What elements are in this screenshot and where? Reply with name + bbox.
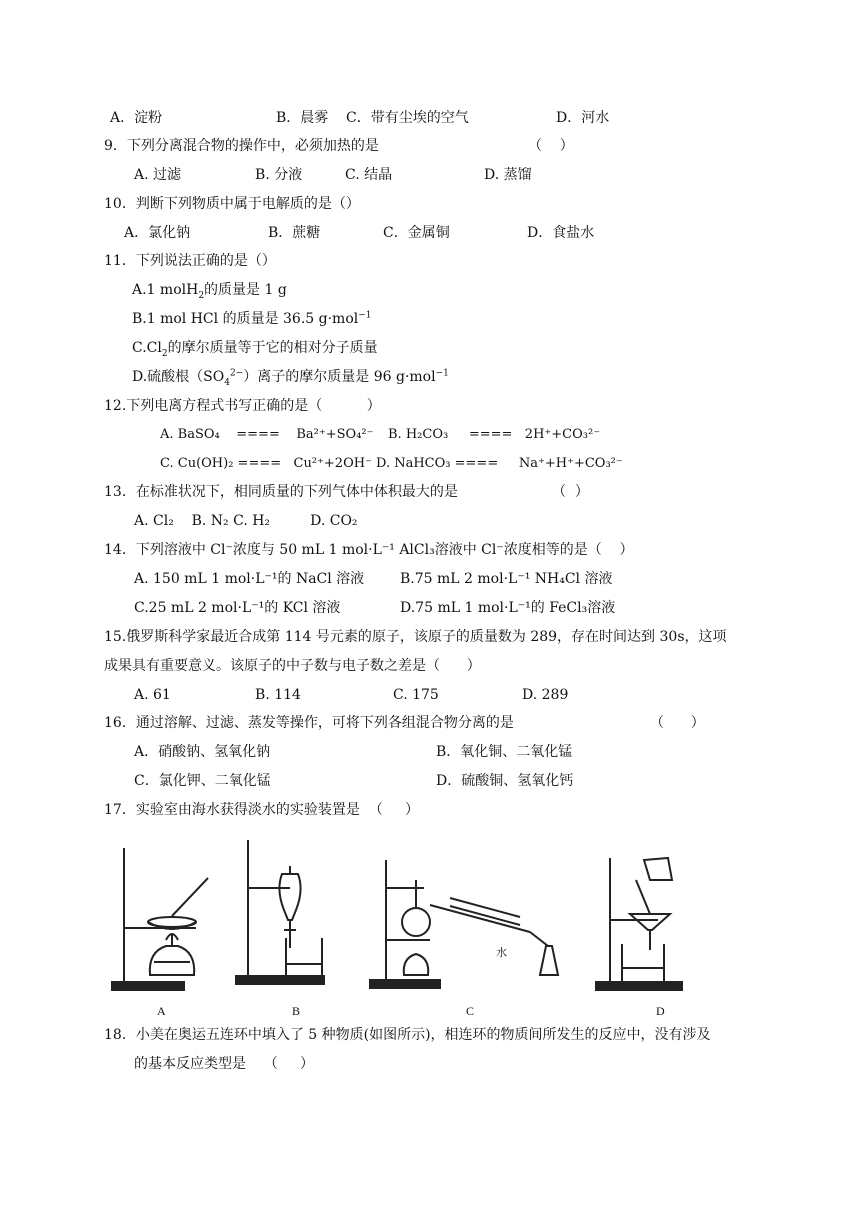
q14-option-c: C.25 mL 2 mol·L⁻¹的 KCl 溶液	[134, 600, 341, 616]
apparatus-c-distillation	[370, 860, 558, 988]
q16-option-d: D．硫酸铜、氢氧化钙	[436, 773, 574, 789]
apparatus-label-b: B	[292, 1004, 301, 1018]
apparatus-label-d: D	[656, 1004, 665, 1018]
q13-answer-paren: （ ）	[552, 484, 589, 500]
q15-option-a: A. 61	[134, 687, 171, 703]
q8-option-c: C．带有尘埃的空气	[346, 110, 469, 126]
q8-option-a: A．淀粉	[110, 110, 163, 126]
q11-option-b: B.1 mol HCl 的质量是 36.5 g·mol$^{-1}$	[132, 310, 372, 327]
q14-stem: 14．下列溶液中 Cl⁻浓度与 50 mL 1 mol·L⁻¹ AlCl₃溶液中 Cl⁻浓度相等的是（ ）	[104, 542, 634, 558]
q9-answer-paren: （ ）	[528, 138, 574, 154]
apparatus-b-separatory-funnel	[236, 840, 324, 984]
apparatus-label-a: A	[157, 1004, 166, 1018]
q10-option-a: A．氯化钠	[124, 225, 191, 241]
q12-stem: 12.下列电离方程式书写正确的是（ ）	[104, 398, 381, 414]
q11-option-a: A.1 molH$_2$的质量是 1 g	[132, 282, 287, 301]
q16-stem: 16．通过溶解、过滤、蒸发等操作，可将下列各组混合物分离的是	[104, 715, 514, 731]
apparatus-a-evaporation	[112, 848, 208, 990]
q11-option-c: $C.Cl_2$的摩尔质量等于它的相对分子质量	[132, 340, 378, 359]
q16-option-c: C．氯化钾、二氧化锰	[134, 773, 271, 789]
q14-option-b: B.75 mL 2 mol·L⁻¹ NH₄Cl 溶液	[400, 571, 613, 587]
q15-option-c: C. 175	[393, 687, 439, 703]
q9-option-c: C. 结晶	[345, 167, 393, 183]
apparatus-label-c: C	[466, 1004, 475, 1018]
q9-option-b: B. 分液	[255, 167, 303, 183]
q10-option-d: D．食盐水	[527, 225, 595, 241]
q11-stem: 11．下列说法正确的是（）	[104, 253, 276, 269]
q8-option-d: D．河水	[556, 110, 610, 126]
q13-stem: 13．在标准状况下，相同质量的下列气体中体积最大的是	[104, 484, 458, 500]
q17-stem: 17．实验室由海水获得淡水的实验装置是 （ ）	[104, 802, 419, 818]
q10-option-c: C．金属铜	[383, 225, 450, 241]
q15-stem-line2: 成果具有重要意义。该原子的中子数与电子数之差是（ ）	[104, 658, 481, 674]
q14-option-d: D.75 mL 1 mol·L⁻¹的 FeCl₃溶液	[400, 600, 616, 616]
q13-options: A. Cl₂ B. N₂ C. H₂ D. CO₂	[134, 513, 358, 529]
q15-option-d: D. 289	[522, 687, 569, 703]
q10-stem: 10．判断下列物质中属于电解质的是（）	[104, 196, 360, 212]
q16-option-a: A．硝酸钠、氢氧化钠	[134, 744, 271, 760]
q18-stem-line1: 18．小美在奥运五连环中填入了 5 种物质(如图所示)，相连环的物质间所发生的反应中，没有涉及	[104, 1027, 711, 1043]
q11-option-d: D.硫酸根$(SO_4^{2-})$离子的摩尔质量是 96 g·mol$^{-1}$	[132, 368, 449, 388]
q8-option-b: B．晨雾	[276, 110, 329, 126]
q12-option-d: D. NaHCO₃ ==== Na⁺+H⁺+CO₃²⁻	[376, 456, 623, 471]
q16-option-b: B．氧化铜、二氧化锰	[436, 744, 573, 760]
q9-option-d: D. 蒸馏	[484, 167, 532, 183]
apparatus-c-water-label: 水	[496, 947, 507, 959]
q18-stem-line2: 的基本反应类型是 （ ）	[134, 1056, 315, 1072]
apparatus-d-filtration	[596, 858, 682, 990]
q12-option-c: C. Cu(OH)₂ ==== Cu²⁺+2OH⁻	[160, 456, 372, 471]
q15-option-b: B. 114	[255, 687, 301, 703]
q16-answer-paren: （ ）	[650, 715, 705, 731]
q15-stem-line1: 15.俄罗斯科学家最近合成第 114 号元素的原子，该原子的质量数为 289，存在时间达到 30s，这项	[104, 629, 727, 645]
q12-option-a: A. BaSO₄ ==== Ba²⁺+SO₄²⁻	[160, 427, 374, 442]
q10-option-b: B．蔗糖	[268, 225, 321, 241]
q9-stem: 9．下列分离混合物的操作中，必须加热的是	[104, 138, 379, 154]
q12-option-b: B. H₂CO₃ ==== 2H⁺+CO₃²⁻	[388, 427, 601, 442]
q9-option-a: A. 过滤	[134, 167, 182, 183]
q14-option-a: A. 150 mL 1 mol·L⁻¹的 NaCl 溶液	[134, 571, 365, 587]
